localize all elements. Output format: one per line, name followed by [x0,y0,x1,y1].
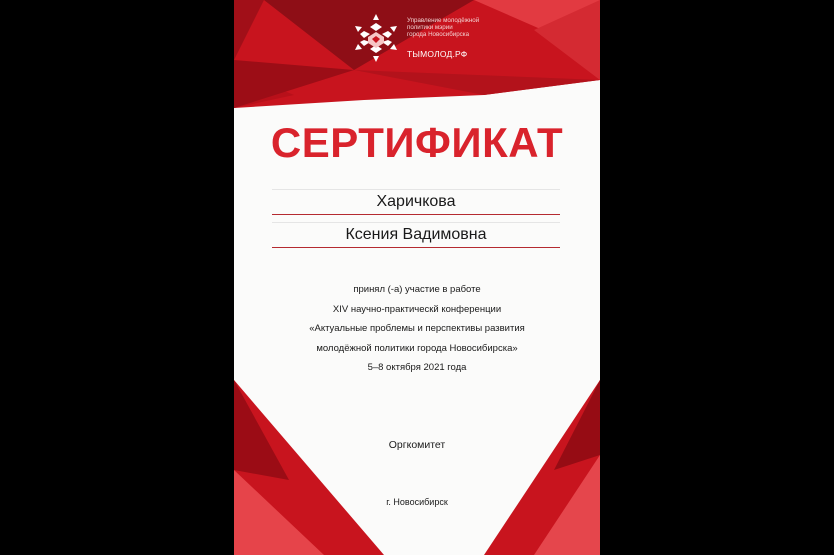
footer-left-dark [234,380,289,480]
background-graphics [234,0,600,555]
logo-line: политики мэрии [407,24,453,32]
given-names-field: Ксения Вадимовна [272,222,560,248]
logo-organization-text [407,17,527,39]
surname-field: Харичкова [272,189,560,215]
body-line: принял (-а) участие в работе [353,284,481,295]
body-line: XIV научно-практическй конференции [332,303,502,315]
certificate-title: СЕРТИФИКАТ [270,119,564,166]
signatory: Оргкомитет [388,439,446,451]
certificate-page [234,0,600,555]
snowflake-logo-icon [352,12,400,64]
logo-site-text: ТЫМОЛОД.РФ [407,49,468,59]
body-line: «Актуальные проблемы и перспективы развития [309,323,525,334]
body-line: молодёжной политики города Новосибирска» [316,342,518,354]
body-line: 5–8 октября 2021 года [367,362,467,373]
logo-line: города Новосибирска [407,31,470,39]
logo-line: Управление молодёжной [407,17,480,24]
certificate-body [254,280,580,378]
city: г. Новосибирск [386,497,448,507]
